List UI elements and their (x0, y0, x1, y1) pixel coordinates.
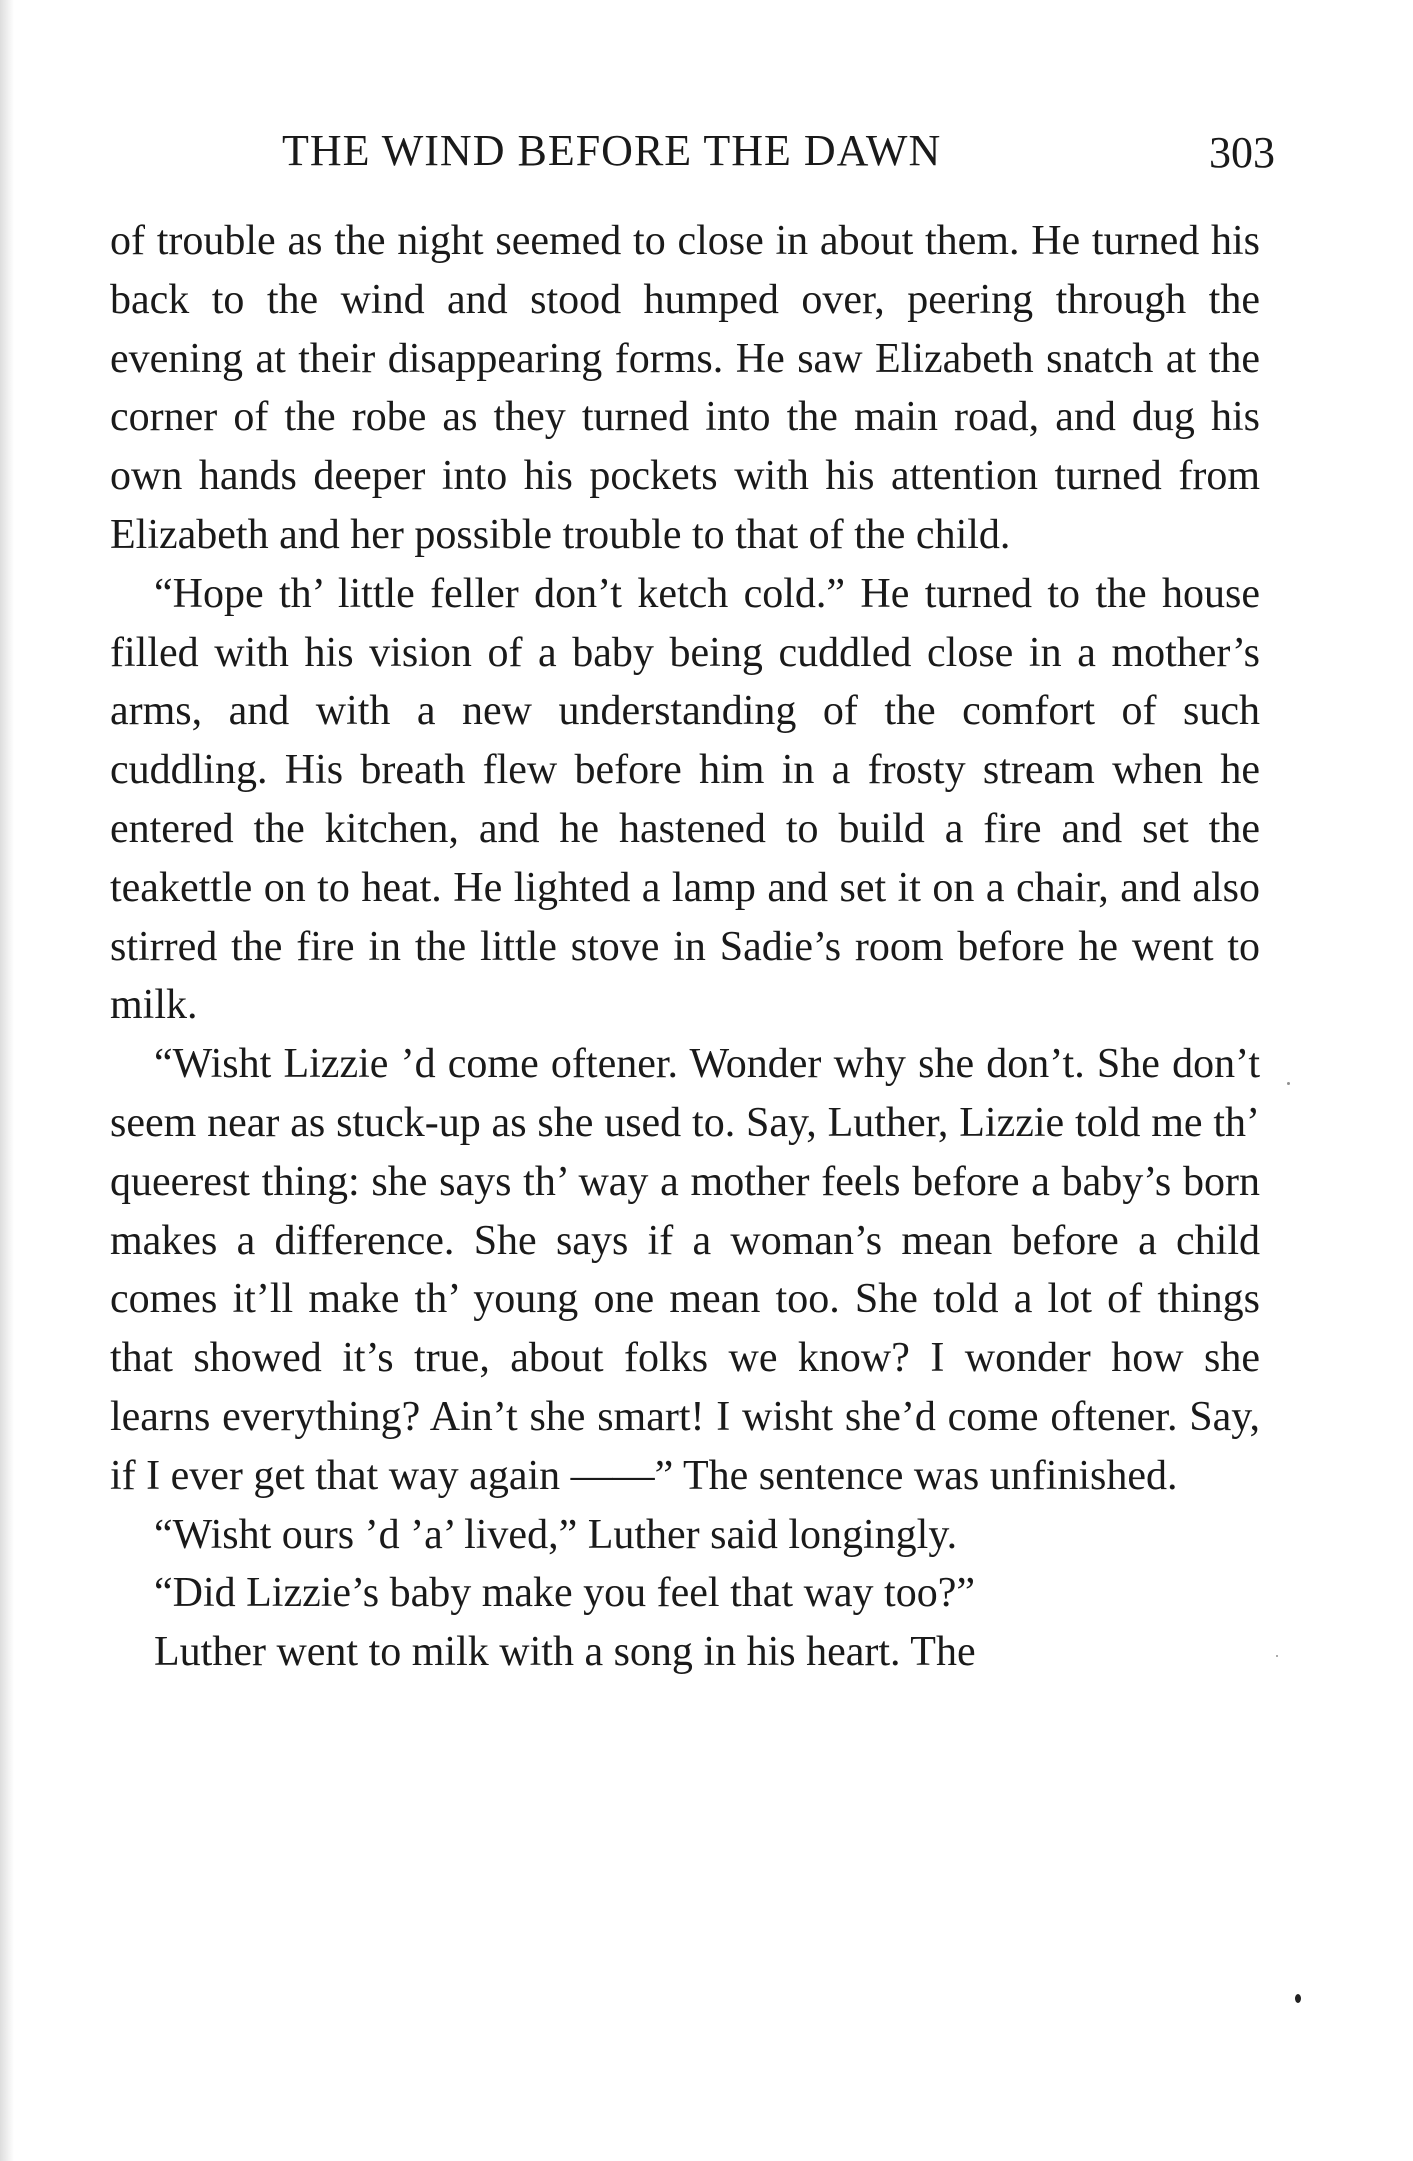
paragraph: of trouble as the night seemed to close in about them. He turned his back to the wind and stood humped over, peering through the evening at their disappearing forms. He saw Elizabeth snatch at the corner of the robe as they turned into the main road, and dug his own hands deeper into his pockets with his attention turned from Elizabeth and her possible trouble to that of the child. (110, 218, 1260, 558)
paragraph: “Did Lizzie’s baby make you feel that way too?” (154, 1570, 976, 1617)
page-number: 303 (1209, 128, 1275, 177)
paragraph: Luther went to milk with a song in his heart. The (154, 1629, 976, 1676)
ink-speck (1287, 1082, 1290, 1085)
ink-speck (1276, 1655, 1278, 1657)
body-text (110, 212, 1260, 1682)
paragraph: “Hope th’ little feller don’t ketch cold.” He turned to the house filled with his vision of a baby being cuddled close in a mother’s arms, and with a new understanding of the comfort of such cuddling. His breath flew before him in a frosty stream when he entered the kitchen, and he hastened to build a fire and set the teakettle on to heat. He lighted a lamp and set it on a chair, and also stirred the fire in the little stove in Sadie’s room before he went to milk. (110, 570, 1260, 1029)
running-head (110, 125, 1275, 185)
running-head-title: THE WIND BEFORE THE DAWN (282, 126, 942, 175)
paragraph: “Wisht ours ’d ’a’ lived,” Luther said longingly. (154, 1511, 958, 1558)
ink-speck (1295, 1994, 1301, 2003)
scan-edge-shadow (0, 0, 14, 2161)
paragraph: “Wisht Lizzie ’d come oftener. Wonder why she don’t. She don’t seem near as stuck-up as she used to. Say, Luther, Lizzie told me th’ queerest thing: she says th’ way a mother feels before a baby’s born makes a difference. She says if a woman’s mean before a child comes it’ll make th’ young one mean too. She told a lot of things that showed it’s true, about folks we know? I wonder how she learns everything? Ain’t she smart! I wisht she’d come oftener. Say, if I ever get that way again ——” The sentence was unfinished. (110, 1041, 1260, 1499)
